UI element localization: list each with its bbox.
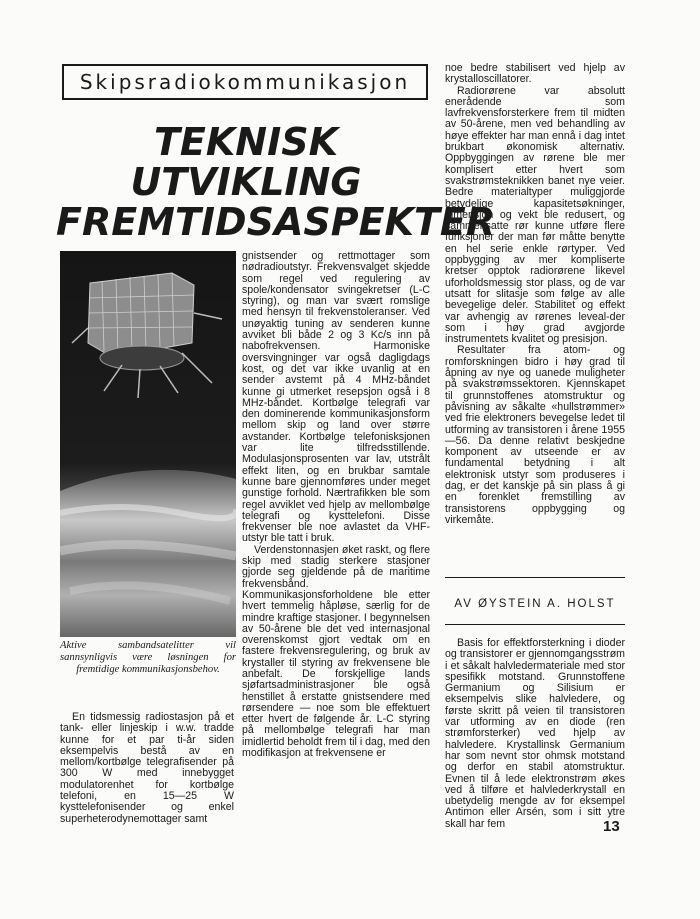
middle-column [242, 251, 430, 759]
middle-paragraph-1: gnistsender og rettmottager som nødradioutstyr. Frekvensvalget skjedde som regel ved regulering av spole/kondensator svingekretser (L-C styring), og man var svært romslige med hensyn til frekvenstoleranser. Ved unøyaktig tuning av senderen kunne avviket bli både 2 og 3 Kc/s inn på nabofrekvensen. Harmoniske oversvingninger var også dagligdags kost, og det var ikke uvanlig at en sender avstemt på 4 MHz-båndet kunne gi utmerket resepsjon også i 8 MHz-båndet. Kortbølge telegrafi var den dominerende kommunikasjonsform mellom skip og land over større avstander. Kortbølge telefonisksjonen var lite tilfredsstillende. Modulasjonsprosenten var lav, utstrålt effekt liten, og en brukbar samtale kunne bare gjennomføres under meget gunstige forhold. Nærtrafikken ble som regel avviklet ved hjelp av mellombølge telegrafi og kysttelefoni. Disse frekvenser ble noe avlastet da VHF-utstyr ble tatt i bruk. [242, 250, 430, 545]
title-line-2: UTVIKLING [130, 160, 362, 204]
right-column-bottom [445, 638, 625, 830]
left-paragraph-1: En tidsmessig radiostasjon på et tank- eller linjeskip i w.w. tradde kunne for et par ti-år siden eksempelvis bestå av en mellom/kortbølge telegrafisender på 300 W med innebygget modulatorenhet for kortbølge telefoni, en 15—25 W kysttelefonisender og enkel superheterodynemottager samt [60, 711, 234, 825]
middle-paragraph-2: Verdenstonnasjen øket raskt, og flere skip med stadig sterkere stasjoner gjorde seg gjeldende på de maritime frekvensbånd. Kommunikasjonsforholdene ble etter hvert temmelig håpløse, særlig for de mindre kraftige stasjoner. I begynnelsen av 50-årene ble det ved internasjonal overenskomst gjort vedtak om en fastere frekvensregulering, og bruk av krystaller til styring av frekvensene ble anbefalt. De forskjellige lands sjøfartsadministrasjoner ble også henstillet å erstatte gnistsendere med rørsendere — noe som ble effektuert etter hvert de følgende år. L-C styring på mellombølge telegrafi har man imidlertid beholdt frem til i dag, med den modifikasjon at frekvensene er [242, 543, 430, 760]
author-rule-top [445, 577, 625, 578]
satellite-illustration [60, 251, 236, 637]
author-byline: AV ØYSTEIN A. HOLST [454, 598, 616, 610]
right-paragraph-4: Basis for effektforsterkning i dioder og transistorer er gjennomgangsstrøm i et såkalt halvledermateriale med stor spesifikk motstand. Grunnstoffene Germanium og Silisium er eksempelvis slike halvledere, og første skritt på veien til transistoren var utforming av en diode (ren strømforsterker) ved hjelp av halvledere. Krystallinsk Germanium har som nevnt stor ohmsk motstand og derfor en stabil atomstruktur. Evnen til å lede elektronstrøm økes ved å tilføre et halvlederkrystall en ubetydelig mengde av for eksempel Antimon eller Arsén, som i sitt ytre skall har fem [445, 637, 625, 830]
right-paragraph-3: Resultater fra atom- og romforskningen bidro i høy grad til åpning av nye og uanede muligheter på svakstrømssektoren. Kjennskapet til grunnstoffenes atomstruktur og påvisning av såkalte «hullstrømmer» ved frie elektroners bevegelse ledet til utforming av transistoren i årene 1955—56. Da denne relativt beskjedne komponent av utseende er av fundamental betydning i alt elektronisk utstyr som produseres i dag, er det kanskje på sin plass å gi en forenklet fremstilling av transistorens oppbygging og virkemåte. [445, 344, 625, 526]
right-paragraph-1: noe bedre stabilisert ved hjelp av krystalloscillatorer. [445, 62, 625, 86]
right-paragraph-2: Radiorørene var absolutt enerådende som lavfrekvensforsterkere frem til midten av 50-årene, men ved behandling av høye effekter har man ennå i dag intet brukbart økonomisk alternativ. Oppbyggingen av rørene ble mer komplisert etter hvert som svakstrømsteknikken banet nye veier. Bedre materialtyper muliggjorde betydelige kapasitetsøkninger, dimensjon og vekt ble redusert, og sammensatte rør kunne utføre flere funksjoner der man før måtte benytte en hel serie enkle rørtyper. Ved oppbygging av mer kompliserte kretser opptok radiorørene likevel uforholdsmessig stor plass, og de var utsatt for slitasje som følge av alle bevegelige deler. Stabilitet og effekt var avhengig av rørenes leveal-der som i høy grad avgjorde instrumentets kvalitet og presisjon. [445, 84, 625, 346]
satellite-photo [60, 251, 236, 637]
author-rule-bottom [445, 624, 625, 625]
title-line-3: FREMTIDSASPEKTER [56, 200, 496, 244]
title-line-1: TEKNISK [153, 120, 339, 164]
page-number: 13 [603, 818, 620, 835]
right-column-top [445, 63, 625, 526]
photo-caption: Aktive sambandsatelitter vil sannsynligvis være løsningen for fremtidige kommunikasjonsbehov. [60, 640, 236, 675]
section-label: Skipsradiokommunikasjon [62, 64, 428, 100]
left-column [60, 712, 234, 825]
